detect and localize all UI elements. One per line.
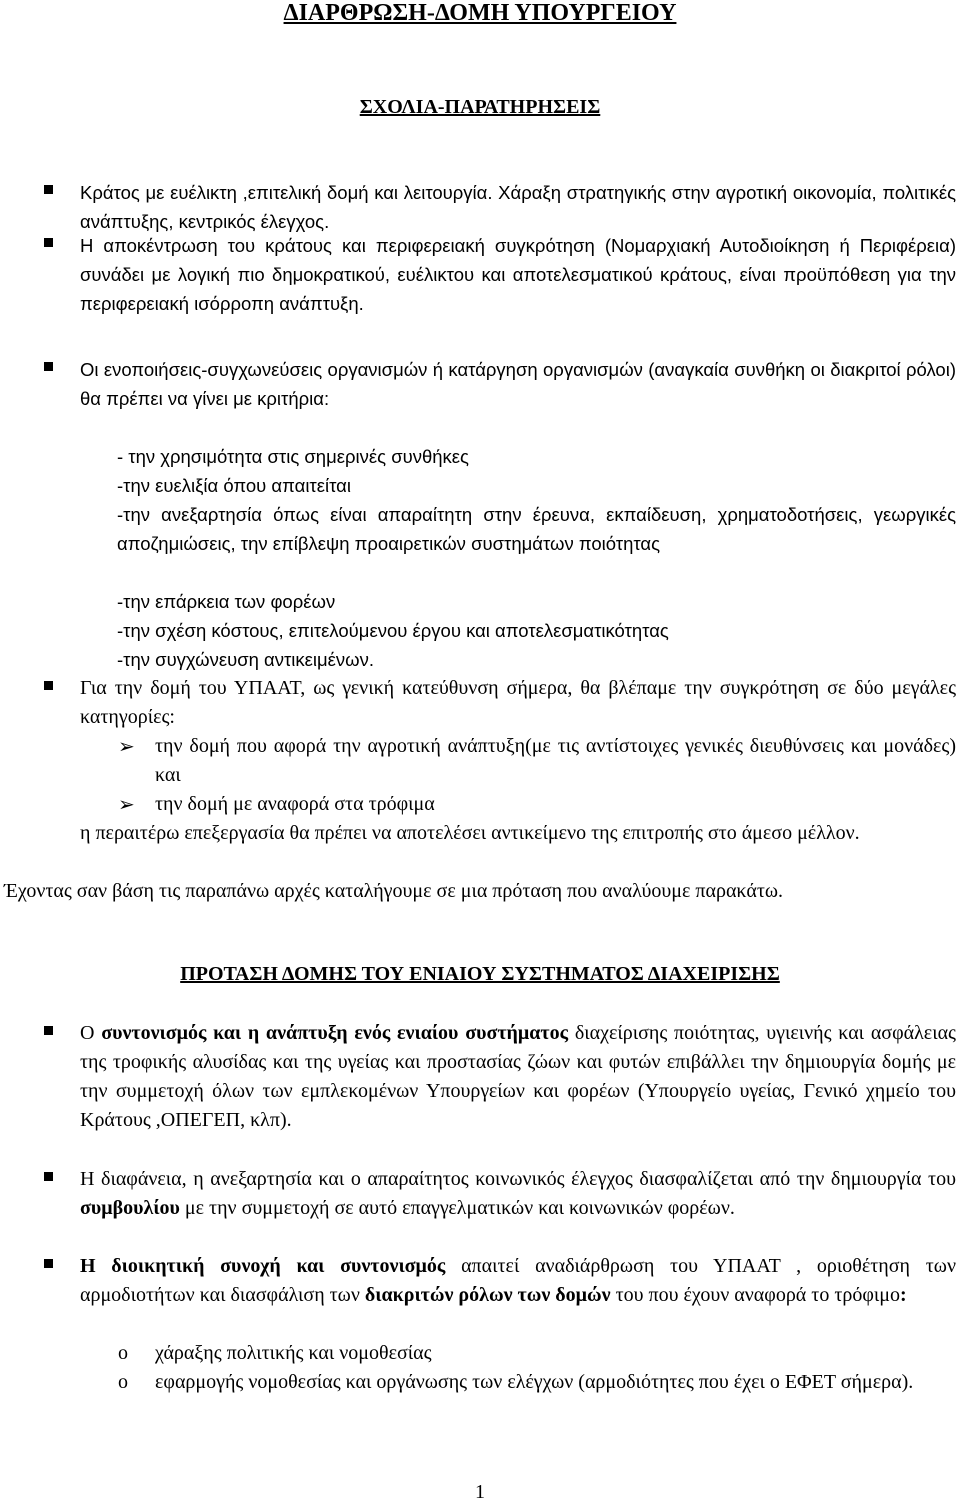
circle-item: εφαρμογής νομοθεσίας και οργάνωσης των ελέγχων (αρμοδιότητες που έχει ο ΕΦΕΤ σήμερα). <box>155 1371 914 1393</box>
proposal-paragraph-1 <box>80 1019 956 1135</box>
criteria-item: -την ευελιξία όπου απαιτείται <box>117 475 351 496</box>
circle-bullet-icon: o <box>118 1342 128 1364</box>
square-bullet-icon <box>44 1172 53 1181</box>
criteria-item: -την συγχώνευση αντικειμένων. <box>117 649 375 670</box>
square-bullet-icon <box>44 362 53 371</box>
square-bullet-icon <box>44 1259 53 1268</box>
bullet-text: Κράτος με ευέλικτη ,επιτελική δομή και λειτουργία. Χάραξη στρατηγικής στην αγροτική οικονομία, πολιτικές ανάπτυξης, κεντρικός έλεγχος. <box>80 182 956 232</box>
p2-rest: με την συμμετοχή σε αυτό επαγγελματικών και κοινωνικών φορέων. <box>179 1197 735 1219</box>
p3-middle: απαιτεί αναδιάρθρωση του ΥΠΑΑΤ , οριοθέτηση των αρμοδιοτήτων και διασφάλιση των <box>80 1255 956 1306</box>
criteria-item: - την χρησιμότητα στις σημερινές συνθήκες <box>117 446 469 467</box>
p1-rest: διαχείρισης ποιότητας, υγιεινής και ασφάλειας της τροφικής αλυσίδας και της υγείας και προστασίας ζώων και φυτών επιβάλλει την δημιουργία δομής με την συμμετοχή όλων των εμπλεκομένων Υπουργείων και φορέων (Υπουργείο υγείας, Γενικό χημείο του Κράτους ,ΟΠΕΓΕΠ, κλπ). <box>80 1022 956 1131</box>
p3-end: του που έχουν αναφορά το τρόφιμο <box>610 1284 900 1306</box>
page-number: 1 <box>475 1481 485 1503</box>
bullet-text: Οι ενοποιήσεις-συγχωνεύσεις οργανισμών ή κατάργηση οργανισμών (αναγκαία συνθήκη οι διακριτοί ρόλοι) θα πρέπει να γίνει με κριτήρια: <box>80 359 956 409</box>
proposal-paragraph-2 <box>80 1165 956 1223</box>
circle-bullet-icon: o <box>118 1371 128 1393</box>
p1-start: Ο <box>80 1022 102 1044</box>
p3-bold-start: Η διοικητική συνοχή και συντονισμός <box>80 1255 446 1277</box>
arrow-bullet-icon: ➢ <box>118 736 135 758</box>
arrow-item: την δομή που αφορά την αγροτική ανάπτυξη(με τις αντίστοιχες γενικές διευθύνσεις και μονάδες) και <box>155 735 956 786</box>
circle-item: χάραξης πολιτικής και νομοθεσίας <box>155 1342 432 1364</box>
proposal-heading: ΠΡΟΤΑΣΗ ΔΟΜΗΣ ΤΟΥ ΕΝΙΑΙΟΥ ΣΥΣΤΗΜΑΤΟΣ ΔΙΑΧΕΙΡΙΣΗΣ <box>180 963 780 985</box>
conclusion-text: Έχοντας σαν βάση τις παραπάνω αρχές καταλήγουμε σε μια πρόταση που αναλύουμε παρακάτω. <box>4 880 784 902</box>
arrow-item: την δομή με αναφορά στα τρόφιμα <box>155 793 435 815</box>
p1-bold: συντονισμός και η ανάπτυξη ενός ενιαίου συστήματος <box>101 1022 569 1044</box>
p3-colon: : <box>900 1284 907 1306</box>
further-text: η περαιτέρω επεξεργασία θα πρέπει να αποτελέσει αντικείμενο της επιτροπής στο άμεσο μέλλον. <box>80 822 860 844</box>
square-bullet-icon <box>44 1026 53 1035</box>
page-title: ΔΙΑΡΘΡΩΣΗ-ΔΟΜΗ ΥΠΟΥΡΓΕΙΟΥ <box>283 0 677 26</box>
p2-bold: συμβουλίου <box>80 1197 180 1219</box>
square-bullet-icon <box>44 238 53 247</box>
criteria-item: -την επάρκεια των φορέων <box>117 591 336 612</box>
p3-bold-roles: διακριτών ρόλων των δομών <box>364 1284 611 1306</box>
section-subtitle: ΣΧΟΛΙΑ-ΠΑΡΑΤΗΡΗΣΕΙΣ <box>359 96 601 118</box>
structure-intro: Για την δομή του ΥΠΑΑΤ, ως γενική κατεύθυνση σήμερα, θα βλέπαμε την συγκρότηση σε δύο μεγάλες κατηγορίες: <box>80 677 956 728</box>
criteria-item: -την ανεξαρτησία όπως είναι απαραίτητη στην έρευνα, εκπαίδευση, χρηματοδοτήσεις, γεωργικές αποζημιώσεις, την επίβλεψη προαιρετικών συστημάτων ποιότητας <box>117 504 956 554</box>
p2-start: Η διαφάνεια, η ανεξαρτησία και ο απαραίτητος κοινωνικός έλεγχος διασφαλίζεται από την δημιουργία του <box>80 1168 956 1190</box>
arrow-bullet-icon: ➢ <box>118 794 135 816</box>
square-bullet-icon <box>44 681 53 690</box>
bullet-text: Η αποκέντρωση του κράτους και περιφερειακή συγκρότηση (Νομαρχιακή Αυτοδιοίκηση ή Περιφέρεια) συνάδει με λογική πιο δημοκρατικού, ευέλικτου και αποτελεσματικού κράτους, είναι προϋπόθεση για την περιφερειακή ισόρροπη ανάπτυξη. <box>80 235 956 314</box>
criteria-item: -την σχέση κόστους, επιτελούμενου έργου και αποτελεσματικότητας <box>117 620 669 641</box>
proposal-paragraph-3 <box>80 1252 956 1310</box>
square-bullet-icon <box>44 185 53 194</box>
